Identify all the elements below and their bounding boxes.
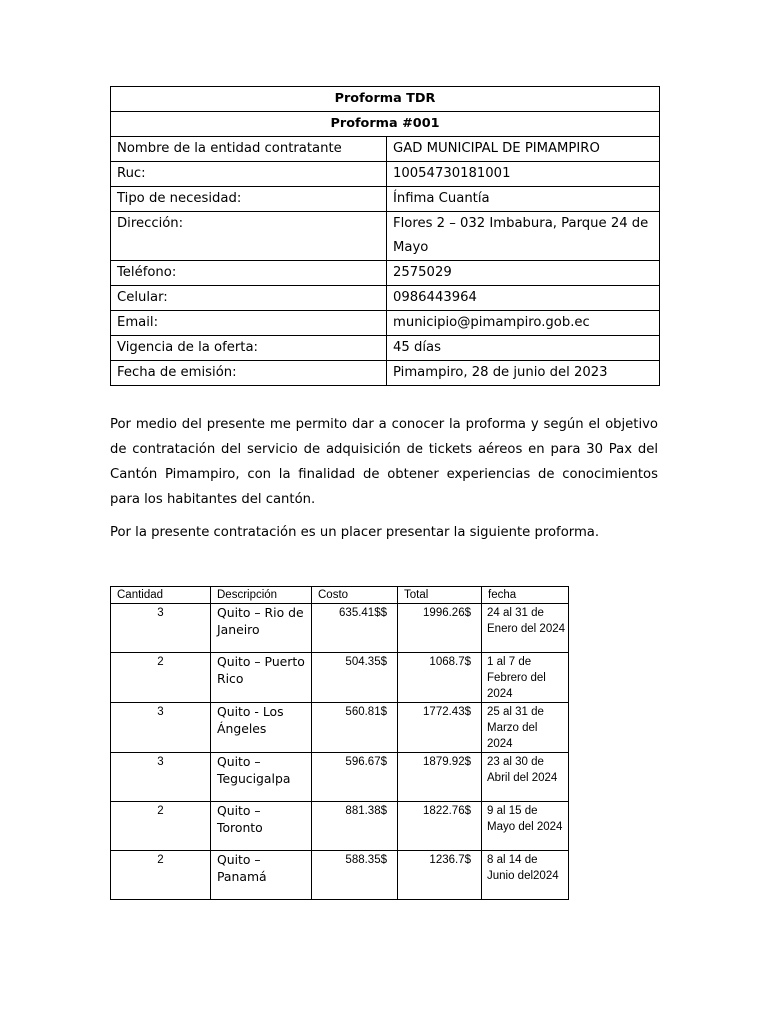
info-row-address: [111, 212, 660, 261]
info-row-email: [111, 311, 660, 336]
proforma-title: Proforma TDR: [111, 87, 660, 112]
info-value: Pimampiro, 28 de junio del 2023: [387, 361, 660, 386]
table-row: [111, 802, 569, 851]
closing-paragraph: Por la presente contratación es un placer presentar la siguiente proforma.: [110, 525, 600, 540]
header-description: Descripción: [211, 587, 312, 604]
info-value: 10054730181001: [387, 162, 660, 187]
info-value: municipio@pimampiro.gob.ec: [387, 311, 660, 336]
info-row-cellphone: [111, 286, 660, 311]
info-value: GAD MUNICIPAL DE PIMAMPIRO: [387, 137, 660, 162]
table-row: [111, 753, 569, 802]
cell-quantity: 2: [111, 851, 211, 900]
proforma-number: Proforma #001: [111, 112, 660, 137]
info-label: Teléfono:: [111, 261, 387, 286]
cell-date: 1 al 7 de Febrero del 2024: [482, 653, 569, 703]
cell-quantity: 2: [111, 653, 211, 703]
info-row-entity: [111, 137, 660, 162]
cell-total: 1772.43$: [398, 703, 482, 753]
header-total: Total: [398, 587, 482, 604]
entity-info-table: [110, 86, 660, 386]
cell-date: 24 al 31 de Enero del 2024: [482, 604, 569, 653]
price-table: [110, 586, 569, 900]
cell-date: 9 al 15 de Mayo del 2024: [482, 802, 569, 851]
header-quantity: Cantidad: [111, 587, 211, 604]
cell-total: 1822.76$: [398, 802, 482, 851]
cell-cost: 504.35$: [312, 653, 398, 703]
table-row: [111, 604, 569, 653]
table-row: [111, 851, 569, 900]
info-label: Tipo de necesidad:: [111, 187, 387, 212]
info-label: Email:: [111, 311, 387, 336]
info-row-ruc: [111, 162, 660, 187]
info-label: Dirección:: [111, 212, 387, 261]
info-row-issue-date: [111, 361, 660, 386]
table-row: [111, 703, 569, 753]
cell-date: 23 al 30 de Abril del 2024: [482, 753, 569, 802]
info-value: Ínfima Cuantía: [387, 187, 660, 212]
price-table-header: [111, 587, 569, 604]
cell-total: 1879.92$: [398, 753, 482, 802]
cell-total: 1068.7$: [398, 653, 482, 703]
cell-cost: 588.35$: [312, 851, 398, 900]
table-row: [111, 653, 569, 703]
cell-quantity: 3: [111, 703, 211, 753]
info-label: Celular:: [111, 286, 387, 311]
info-label: Fecha de emisión:: [111, 361, 387, 386]
cell-description: Quito – Panamá: [211, 851, 312, 900]
header-cost: Costo: [312, 587, 398, 604]
cell-description: Quito - Los Ángeles: [211, 703, 312, 753]
intro-paragraph: Por medio del presente me permito dar a conocer la proforma y según el objetivo de contratación del servicio de adquisición de tickets aéreos en para 30 Pax del Cantón Pimampiro, con la finalidad de obtener experiencias de conocimientos para los habitantes del cantón.: [110, 417, 658, 507]
cell-quantity: 2: [111, 802, 211, 851]
info-value: 45 días: [387, 336, 660, 361]
cell-description: Quito – Rio de Janeiro: [211, 604, 312, 653]
cell-quantity: 3: [111, 753, 211, 802]
cell-cost: 596.67$: [312, 753, 398, 802]
info-value: Flores 2 – 032 Imbabura, Parque 24 de Mayo: [387, 212, 660, 261]
cell-date: 8 al 14 de Junio del2024: [482, 851, 569, 900]
info-value: 0986443964: [387, 286, 660, 311]
info-label: Nombre de la entidad contratante: [111, 137, 387, 162]
info-label: Vigencia de la oferta:: [111, 336, 387, 361]
info-value: 2575029: [387, 261, 660, 286]
cell-date: 25 al 31 de Marzo del 2024: [482, 703, 569, 753]
cell-quantity: 3: [111, 604, 211, 653]
cell-description: Quito – Tegucigalpa: [211, 753, 312, 802]
cell-total: 1236.7$: [398, 851, 482, 900]
cell-cost: 881.38$: [312, 802, 398, 851]
cell-cost: 635.41$$: [312, 604, 398, 653]
cell-description: Quito – Toronto: [211, 802, 312, 851]
cell-cost: 560.81$: [312, 703, 398, 753]
info-row-need-type: [111, 187, 660, 212]
cell-description: Quito – Puerto Rico: [211, 653, 312, 703]
info-row-phone: [111, 261, 660, 286]
info-row-validity: [111, 336, 660, 361]
cell-total: 1996.26$: [398, 604, 482, 653]
info-label: Ruc:: [111, 162, 387, 187]
header-date: fecha: [482, 587, 569, 604]
